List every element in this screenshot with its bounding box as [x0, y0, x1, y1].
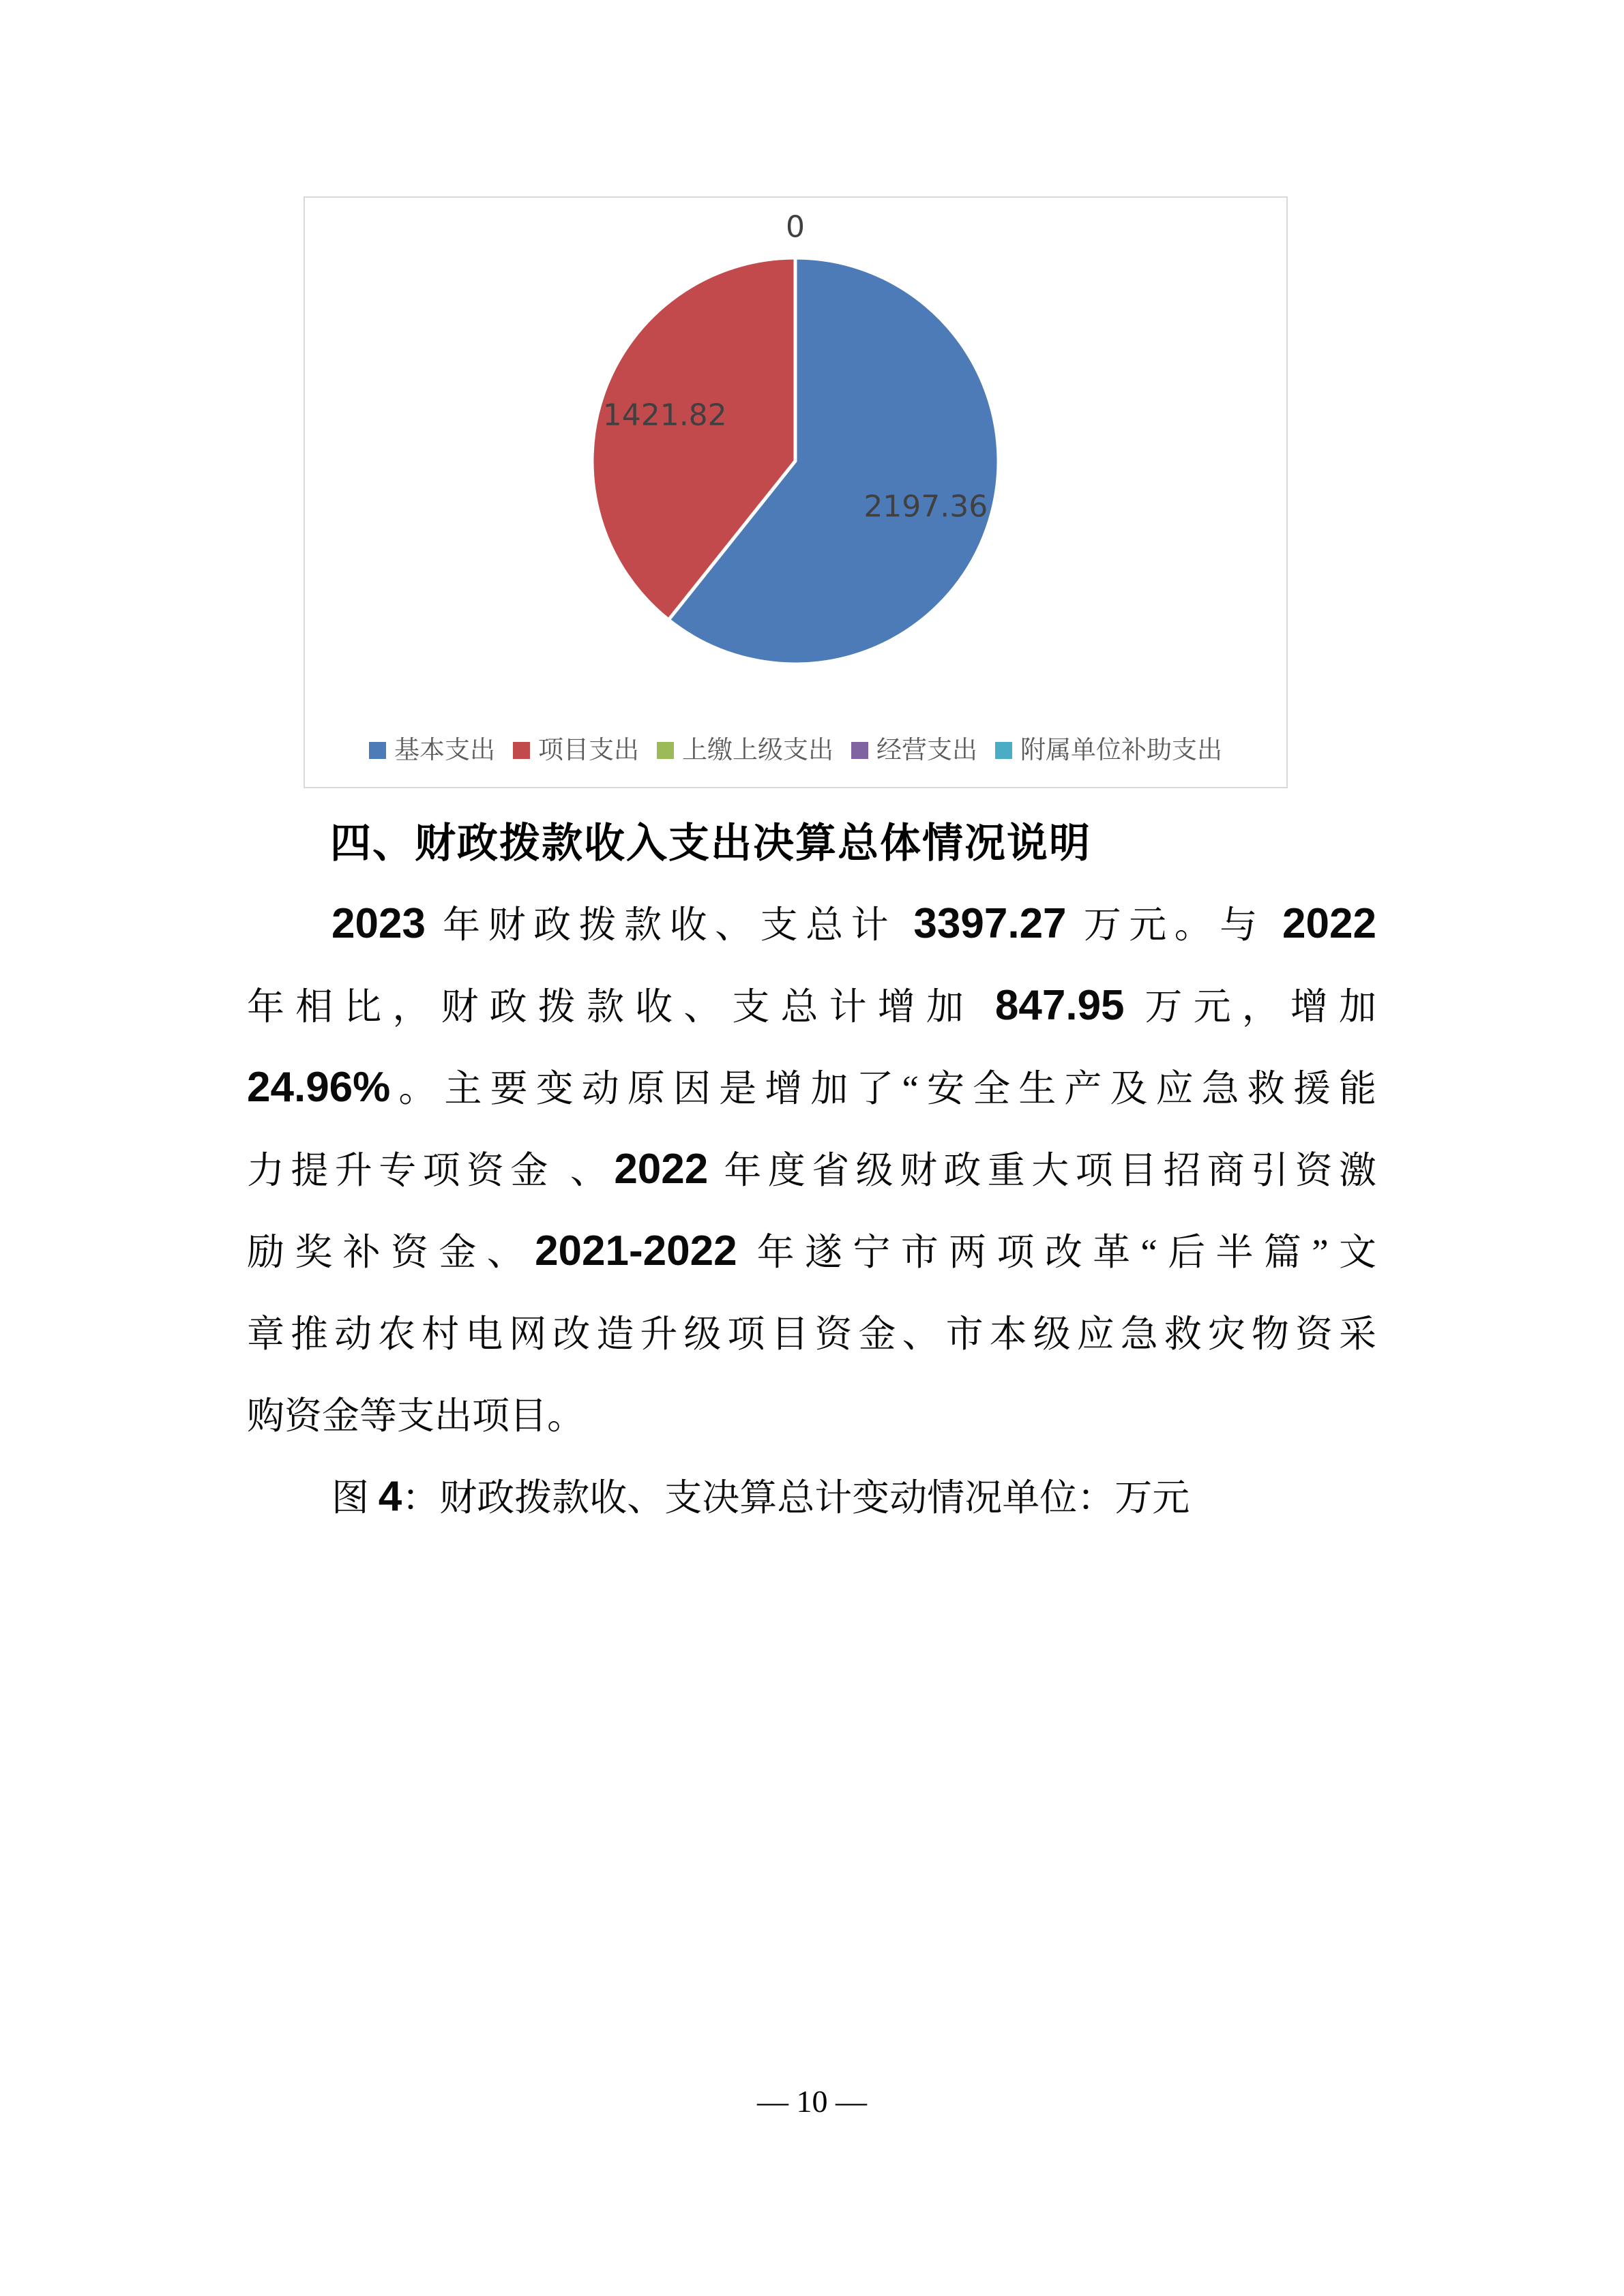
- paragraph-line-5: 励奖补资金、2021-2022 年遂宁市两项改革“后半篇”文: [247, 1227, 1376, 1274]
- paragraph-line-7: 购资金等支出项目。: [247, 1395, 585, 1437]
- paragraph-line-6: 章推动农村电网改造升级项目资金、市本级应急救灾物资采: [247, 1313, 1376, 1355]
- paragraph-line-4: 力提升专项资金 、2022 年度省级财政重大项目招商引资激: [247, 1146, 1376, 1193]
- legend-item-2: [513, 736, 639, 764]
- legend-item-3: [657, 736, 833, 764]
- legend-label-2: 项目支出: [538, 736, 639, 764]
- paragraph-line-1: 2023 年财政拨款收、支总计 3397.27 万元。与 2022: [331, 900, 1376, 947]
- pie-chart-svg: [305, 198, 1286, 787]
- legend-label-1: 基本支出: [394, 736, 495, 764]
- legend-item-1: [369, 736, 495, 764]
- chart-legend: [305, 736, 1286, 764]
- legend-swatch-3: [657, 742, 674, 759]
- figure-pie-chart: [304, 196, 1288, 788]
- page-number: — 10 —: [757, 2084, 867, 2119]
- legend-label-5: 附属单位补助支出: [1020, 736, 1222, 764]
- paragraph-line-2: 年相比，财政拨款收、支总计增加 847.95 万元，增加: [247, 982, 1376, 1029]
- legend-label-3: 上缴上级支出: [682, 736, 833, 764]
- section-heading: 四、财政拨款收入支出决算总体情况说明: [330, 820, 1091, 866]
- legend-swatch-1: [369, 742, 386, 759]
- legend-label-4: 经营支出: [876, 736, 977, 764]
- legend-item-5: [995, 736, 1222, 764]
- document-body: [247, 803, 1376, 1539]
- pie-data-label-2: 1421.82: [602, 398, 727, 433]
- paragraph-line-3: 24.96%。主要变动原因是增加了“安全生产及应急救援能: [247, 1064, 1376, 1111]
- legend-swatch-2: [513, 742, 530, 759]
- legend-swatch-5: [995, 742, 1012, 759]
- pie-data-label-1: 2197.36: [863, 489, 988, 524]
- legend-item-4: [851, 736, 977, 764]
- figure-caption: 图 4：财政拨款收、支决算总计变动情况单位：万元: [331, 1473, 1190, 1520]
- legend-swatch-4: [851, 742, 868, 759]
- pie-data-label-zero: 0: [786, 209, 805, 245]
